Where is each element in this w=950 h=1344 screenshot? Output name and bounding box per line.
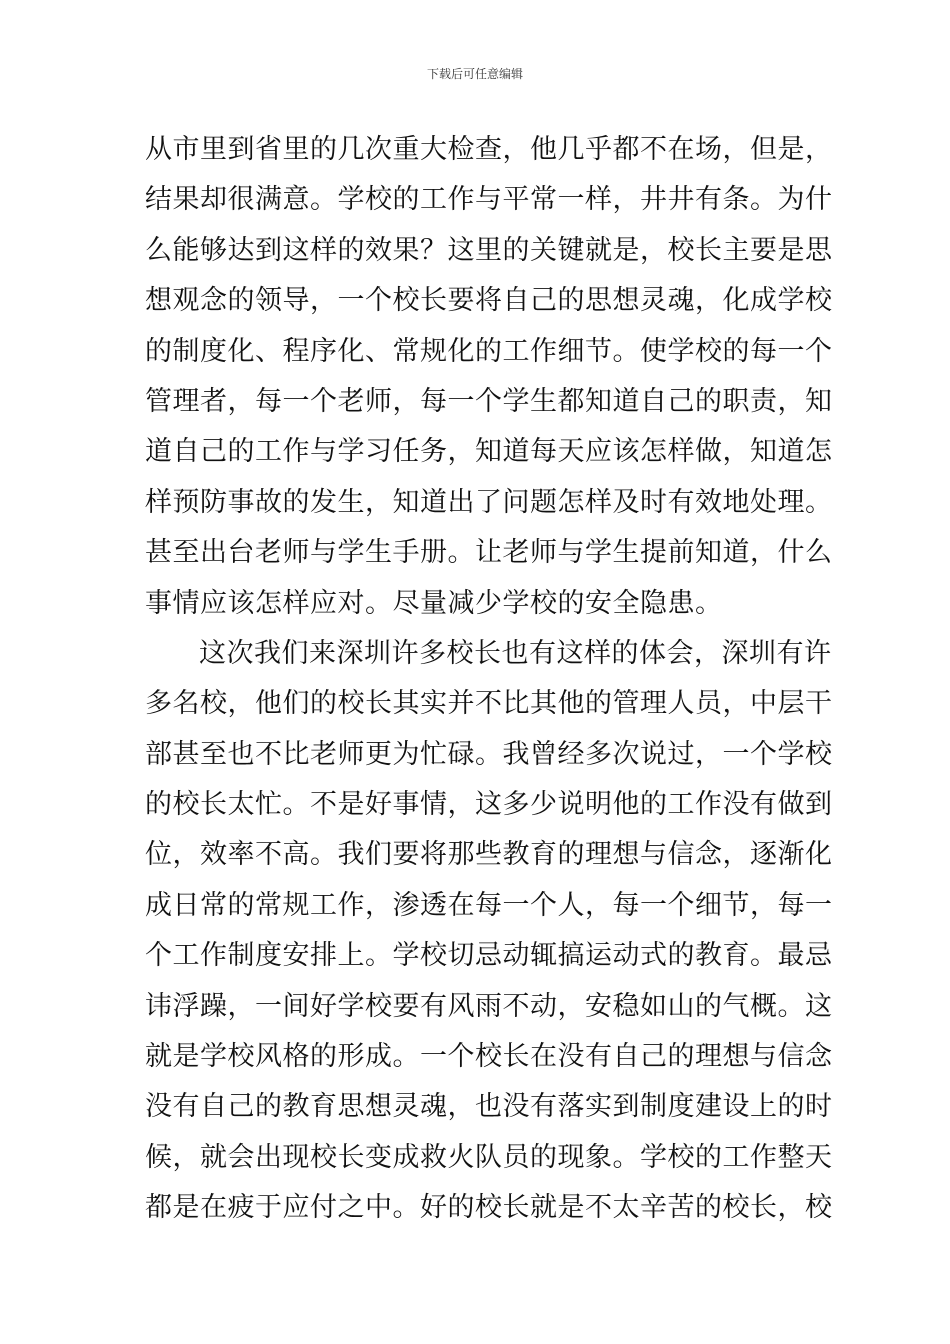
text-line: 样预防事故的发生，知道出了问题怎样及时有效地处理。 [145, 486, 833, 518]
text-line: 管理者，每一个老师，每一个学生都知道自己的职责，知 [145, 385, 833, 417]
text-line: 么能够达到这样的效果？这里的关键就是，校长主要是思 [145, 234, 833, 266]
text-line: 讳浮躁，一间好学校要有风雨不动，安稳如山的气概。这 [145, 990, 833, 1022]
text-line: 候，就会出现校长变成救火队员的现象。学校的工作整天 [145, 1141, 833, 1173]
page-header: 下载后可任意编辑 [426, 67, 523, 81]
text-line: 个工作制度安排上。学校切忌动辄搞运动式的教育。最忌 [145, 940, 833, 972]
text-line: 就是学校风格的形成。一个校长在没有自己的理想与信念 [145, 1041, 833, 1073]
text-line: 想观念的领导，一个校长要将自己的思想灵魂，化成学校 [145, 285, 833, 317]
text-line: 道自己的工作与学习任务，知道每天应该怎样做，知道怎 [145, 436, 833, 468]
text-line: 结果却很满意。学校的工作与平常一样，井井有条。为什 [145, 184, 833, 216]
text-line: 的制度化、程序化、常规化的工作细节。使学校的每一个 [145, 335, 833, 367]
text-line: 这次我们来深圳许多校长也有这样的体会，深圳有许 [199, 637, 832, 669]
text-line: 位，效率不高。我们要将那些教育的理想与信念，逐渐化 [145, 839, 833, 871]
text-line: 事情应该怎样应对。尽量减少学校的安全隐患。 [145, 587, 723, 619]
text-line: 成日常的常规工作，渗透在每一个人，每一个细节，每一 [145, 889, 833, 921]
text-line: 部甚至也不比老师更为忙碌。我曾经多次说过，一个学校 [145, 738, 833, 770]
text-line: 多名校，他们的校长其实并不比其他的管理人员，中层干 [145, 688, 833, 720]
document-body [145, 125, 833, 1234]
text-line: 都是在疲于应付之中。好的校长就是不太辛苦的校长，校 [145, 1192, 833, 1224]
text-line: 从市里到省里的几次重大检查，他几乎都不在场，但是， [145, 134, 833, 165]
text-line: 的校长太忙。不是好事情，这多少说明他的工作没有做到 [145, 789, 833, 821]
text-line: 甚至出台老师与学生手册。让老师与学生提前知道，什么 [145, 537, 833, 569]
text-line: 没有自己的教育思想灵魂，也没有落实到制度建设上的时 [145, 1091, 833, 1123]
